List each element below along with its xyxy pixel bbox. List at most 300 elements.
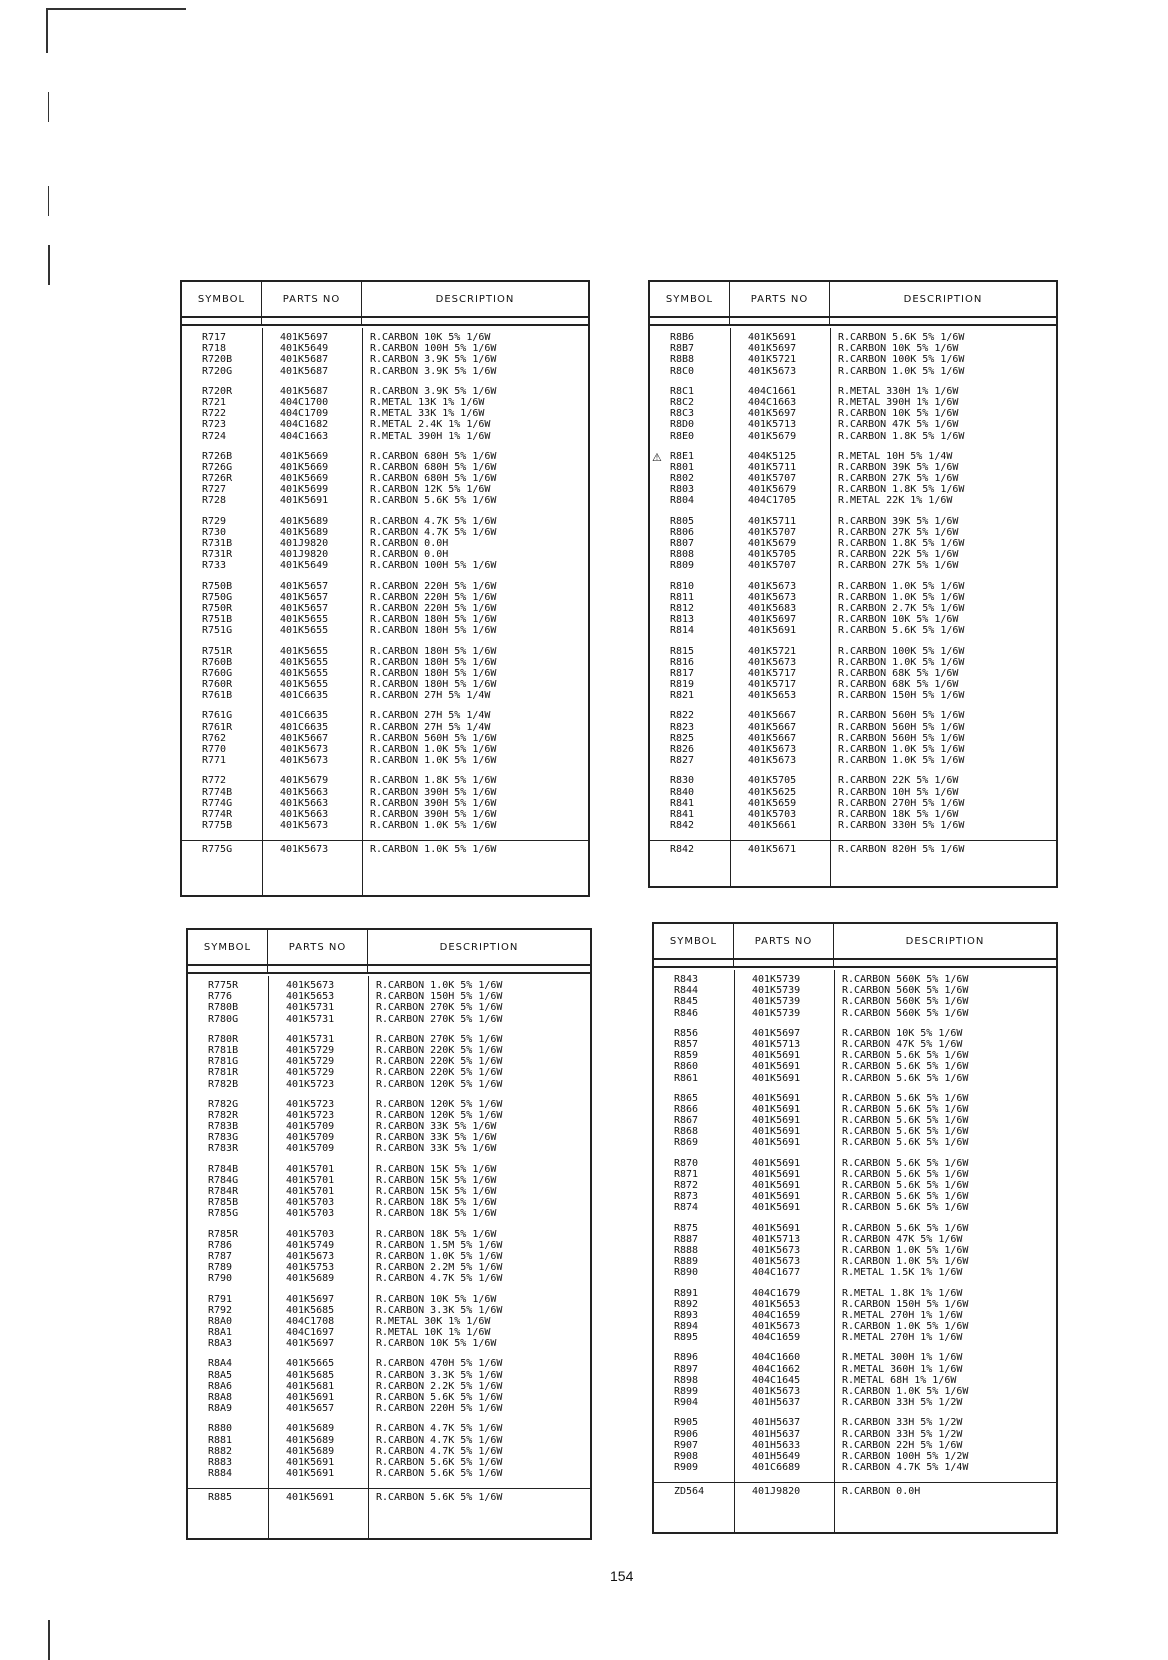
parts-no-cell: 401K5739: [752, 974, 801, 985]
description-cell: R.CARBON 5.6K 5% 1/6W: [842, 1126, 969, 1138]
description-cell: R.CARBON 12K 5% 1/6W: [370, 484, 491, 496]
description-cell: R.CARBON 33K 5% 1/6W: [376, 1143, 497, 1155]
description-cell: R.CARBON 560H 5% 1/6W: [838, 710, 965, 722]
table-row: [182, 386, 588, 397]
parts-no-cell: 401K5731: [286, 1033, 335, 1045]
parts-no-cell: 401K5691: [752, 1103, 801, 1115]
parts-no-cell: 401K5691: [286, 1468, 335, 1480]
description-cell: R.METAL 360H 1% 1/6W: [842, 1363, 963, 1375]
symbol-cell: R890: [674, 1267, 699, 1279]
table-row: [182, 538, 588, 549]
table-row: [654, 1375, 1056, 1386]
symbol-cell: R866: [674, 1103, 699, 1115]
symbol-cell: R783R: [208, 1143, 239, 1155]
table-row: [188, 1014, 590, 1025]
parts-no-cell: 401K5655: [280, 656, 329, 668]
table-row: [188, 1370, 590, 1381]
symbol-cell: R784B: [208, 1163, 239, 1175]
description-cell: R.CARBON 68K 5% 1/6W: [838, 679, 959, 691]
symbol-cell: R718: [202, 343, 227, 355]
symbol-cell: R880: [208, 1423, 233, 1435]
row-group: [182, 646, 588, 702]
parts-no-cell: 401H5637: [752, 1417, 801, 1429]
parts-no-cell: 401K5753: [286, 1262, 335, 1274]
parts-no-cell: 401H5637: [752, 1397, 801, 1409]
parts-no-cell: 401K5665: [286, 1358, 335, 1370]
table-row: [182, 690, 588, 701]
parts-no-cell: 401K5689: [286, 1423, 335, 1435]
final-row: [182, 840, 588, 858]
table-row: [650, 549, 1056, 560]
symbol-cell: R870: [674, 1157, 699, 1169]
description-cell: R.CARBON 1.8K 5% 1/6W: [370, 775, 497, 787]
symbol-cell: R894: [674, 1321, 699, 1333]
parts-no-cell: 401K5655: [280, 679, 329, 691]
parts-no-cell: 401K5687: [280, 354, 329, 366]
parts-no-cell: 401K5671: [748, 844, 797, 856]
description-cell: R.CARBON 1.0K 5% 1/6W: [838, 656, 965, 668]
parts-no-cell: 401K5667: [748, 721, 797, 733]
description-cell: R.CARBON 5.6K 5% 1/6W: [370, 495, 497, 507]
description-cell: R.CARBON 390H 5% 1/6W: [370, 797, 497, 809]
row-group: [188, 1229, 590, 1285]
description-cell: R.CARBON 560H 5% 1/6W: [838, 721, 965, 733]
column-divider: [268, 976, 269, 1538]
symbol-cell: R8E0: [670, 430, 695, 442]
row-group: [188, 980, 590, 1025]
table-row: [188, 1045, 590, 1056]
table-row: [188, 1121, 590, 1132]
header-spacer: [182, 318, 588, 326]
parts-no-cell: 401J9820: [280, 549, 329, 561]
parts-no-cell: 401K5697: [752, 1027, 801, 1039]
description-cell: R.METAL 30K 1% 1/6W: [376, 1315, 491, 1327]
table-row: [182, 603, 588, 614]
header-symbol: SYMBOL: [654, 924, 734, 958]
symbol-cell: R774R: [202, 808, 233, 820]
table-row: [182, 516, 588, 527]
symbol-cell: R731B: [202, 538, 233, 549]
description-cell: R.METAL 1.8K 1% 1/6W: [842, 1287, 963, 1299]
symbol-cell: R787: [208, 1250, 233, 1262]
table-row: [654, 1158, 1056, 1169]
description-cell: R.CARBON 680H 5% 1/6W: [370, 473, 497, 485]
symbol-cell: R783B: [208, 1121, 239, 1133]
parts-no-cell: 401C6689: [752, 1462, 801, 1474]
table-row: [654, 1039, 1056, 1050]
symbol-cell: R8E1: [670, 450, 695, 462]
parts-no-cell: 401K5673: [752, 1244, 801, 1256]
parts-no-cell: 401K5731: [286, 1013, 335, 1025]
description-cell: R.CARBON 1.0K 5% 1/6W: [842, 1244, 969, 1256]
symbol-cell: R908: [674, 1450, 699, 1462]
scan-edge-left-3: [48, 186, 49, 216]
description-cell: R.CARBON 39K 5% 1/6W: [838, 461, 959, 473]
parts-no-cell: 401K5655: [280, 625, 329, 637]
symbol-cell: R761G: [202, 710, 233, 722]
description-cell: R.CARBON 120K 5% 1/6W: [376, 1098, 503, 1110]
header-symbol: SYMBOL: [182, 282, 262, 316]
description-cell: R.CARBON 680H 5% 1/6W: [370, 450, 497, 462]
description-cell: R.CARBON 220H 5% 1/6W: [370, 602, 497, 614]
table-row: [650, 451, 1056, 462]
description-cell: R.CARBON 5.6K 5% 1/6W: [842, 1202, 969, 1214]
symbol-cell: R783G: [208, 1132, 239, 1144]
symbol-cell: R782G: [208, 1098, 239, 1110]
table-row: [654, 1288, 1056, 1299]
column-divider: [362, 328, 363, 895]
parts-no-cell: 401K5667: [748, 732, 797, 744]
parts-no-cell: 401K5713: [752, 1233, 801, 1245]
description-cell: R.CARBON 2.2K 5% 1/6W: [376, 1380, 503, 1392]
description-cell: R.CARBON 270H 5% 1/6W: [838, 797, 965, 809]
symbol-cell: R785B: [208, 1197, 239, 1209]
symbol-cell: R846: [674, 1007, 699, 1019]
parts-no-cell: 401K5673: [752, 1256, 801, 1268]
description-cell: R.METAL 10H 5% 1/4W: [838, 450, 953, 462]
parts-no-cell: 401K5701: [286, 1186, 335, 1197]
symbol-cell: R785G: [208, 1208, 239, 1220]
parts-no-cell: 401K5687: [280, 365, 329, 377]
table-row: [650, 668, 1056, 679]
parts-no-cell: 401K5691: [752, 1092, 801, 1104]
parts-no-cell: 401K5655: [280, 667, 329, 679]
symbol-cell: R782R: [208, 1109, 239, 1121]
table-row: [654, 1234, 1056, 1245]
parts-no-cell: 401K5717: [748, 679, 797, 691]
description-cell: R.METAL 1.5K 1% 1/6W: [842, 1267, 963, 1279]
table-row: [650, 710, 1056, 721]
symbol-cell: R823: [670, 721, 695, 733]
table-row: [188, 1099, 590, 1110]
table-row: [650, 625, 1056, 636]
symbol-cell: R781R: [208, 1067, 239, 1079]
symbol-cell: R720G: [202, 365, 233, 377]
header-parts-no: PARTS NO: [730, 282, 830, 316]
parts-no-cell: 401K5649: [280, 560, 329, 572]
parts-no-cell: 401K5701: [286, 1163, 335, 1175]
description-cell: R.CARBON 1.0K 5% 1/6W: [370, 844, 497, 856]
table-row: [650, 386, 1056, 397]
symbol-cell: R909: [674, 1462, 699, 1474]
header-spacer: [650, 318, 1056, 326]
description-cell: R.CARBON 27H 5% 1/4W: [370, 721, 491, 733]
symbol-cell: R781G: [208, 1056, 239, 1068]
table-row: [650, 679, 1056, 690]
table-row: [188, 1002, 590, 1013]
description-cell: R.CARBON 1.0K 5% 1/6W: [370, 744, 497, 755]
parts-no-cell: 401K5673: [286, 1250, 335, 1262]
header-spacer: [654, 960, 1056, 968]
table-row: [650, 408, 1056, 419]
parts-no-cell: 401K5691: [752, 1126, 801, 1138]
symbol-cell: R726R: [202, 473, 233, 485]
description-cell: R.METAL 13K 1% 1/6W: [370, 396, 485, 408]
description-cell: R.CARBON 5.6K 5% 1/6W: [376, 1392, 503, 1403]
scan-edge-left-4: [48, 245, 50, 285]
description-cell: R.CARBON 1.0K 5% 1/6W: [838, 580, 965, 592]
description-cell: R.CARBON 4.7K 5% 1/4W: [842, 1462, 969, 1474]
parts-no-cell: 401K5657: [280, 602, 329, 614]
description-cell: R.CARBON 180H 5% 1/6W: [370, 614, 497, 626]
table-row: [654, 1104, 1056, 1115]
parts-no-cell: 401C6635: [280, 721, 329, 733]
parts-no-cell: 401K5739: [752, 1007, 801, 1019]
table-row: [650, 744, 1056, 755]
table-row: [654, 1028, 1056, 1039]
parts-no-cell: 404C1659: [752, 1309, 801, 1321]
parts-no-cell: 404C1705: [748, 495, 797, 507]
parts-no-cell: 401K5721: [748, 645, 797, 657]
table-row: [188, 1056, 590, 1067]
parts-no-cell: 401K5669: [280, 450, 329, 462]
row-group: [650, 386, 1056, 442]
table-row: [188, 1423, 590, 1434]
row-group: [654, 1288, 1056, 1344]
table-row: [188, 1175, 590, 1186]
table-row: [650, 787, 1056, 798]
parts-no-cell: 404C1660: [752, 1352, 801, 1364]
scan-edge-left-2: [48, 92, 49, 122]
description-cell: R.CARBON 22K 5% 1/6W: [838, 549, 959, 561]
description-cell: R.CARBON 3.9K 5% 1/6W: [370, 365, 497, 377]
parts-no-cell: 401J9820: [280, 538, 329, 549]
parts-no-cell: 401K5691: [752, 1137, 801, 1149]
table-row: [188, 1327, 590, 1338]
symbol-cell: R804: [670, 495, 695, 507]
symbol-cell: R774B: [202, 786, 233, 798]
table-row: [654, 1321, 1056, 1332]
table-row: [650, 646, 1056, 657]
description-cell: R.CARBON 27K 5% 1/6W: [838, 473, 959, 485]
symbol-cell: R791: [208, 1293, 233, 1305]
table-row: [650, 354, 1056, 365]
parts-no-cell: 401K5679: [748, 484, 797, 496]
parts-no-cell: 401K5713: [748, 419, 797, 431]
description-cell: R.CARBON 68K 5% 1/6W: [838, 667, 959, 679]
parts-no-cell: 401K5673: [280, 744, 329, 755]
symbol-cell: R887: [674, 1233, 699, 1245]
symbol-cell: R808: [670, 549, 695, 561]
symbol-cell: R801: [670, 461, 695, 473]
table-row: [188, 1490, 590, 1506]
description-cell: R.CARBON 5.6K 5% 1/6W: [838, 625, 965, 637]
description-cell: R.CARBON 10K 5% 1/6W: [842, 1027, 963, 1039]
table-row: [188, 1143, 590, 1154]
table-row: [654, 1256, 1056, 1267]
symbol-cell: R907: [674, 1439, 699, 1451]
description-cell: R.CARBON 47K 5% 1/6W: [842, 1038, 963, 1050]
row-group: [188, 1294, 590, 1350]
description-cell: R.CARBON 5.6K 5% 1/6W: [838, 332, 965, 343]
symbol-cell: R8A1: [208, 1327, 233, 1339]
table-row: [650, 775, 1056, 786]
symbol-cell: R856: [674, 1027, 699, 1039]
table-row: [182, 419, 588, 430]
symbol-cell: R760B: [202, 656, 233, 668]
header-description: DESCRIPTION: [435, 293, 515, 305]
symbol-cell: R898: [674, 1374, 699, 1386]
parts-no-cell: 401K5653: [748, 690, 797, 702]
table-row: [182, 581, 588, 592]
symbol-cell: R897: [674, 1363, 699, 1375]
parts-no-cell: 401K5691: [752, 1050, 801, 1062]
parts-no-cell: 401K5683: [748, 602, 797, 614]
table-row: [188, 1251, 590, 1262]
parts-no-cell: 401K5679: [748, 538, 797, 549]
description-cell: R.CARBON 18K 5% 1/6W: [838, 808, 959, 820]
symbol-cell: R760R: [202, 679, 233, 691]
parts-no-cell: 401K5655: [280, 645, 329, 657]
symbol-cell: R821: [670, 690, 695, 702]
description-cell: R.CARBON 5.6K 5% 1/6W: [376, 1492, 503, 1504]
header-spacer: [188, 966, 590, 974]
table-row: [654, 1397, 1056, 1408]
symbol-cell: R825: [670, 732, 695, 744]
description-cell: R.CARBON 220H 5% 1/6W: [376, 1403, 503, 1415]
symbol-cell: R844: [674, 985, 699, 997]
header-symbol: SYMBOL: [650, 282, 730, 316]
row-group: [188, 1423, 590, 1479]
table-row: [654, 1429, 1056, 1440]
description-cell: R.CARBON 10K 5% 1/6W: [838, 614, 959, 626]
parts-no-cell: 401K5691: [748, 332, 797, 343]
parts-no-cell: 401K5667: [748, 710, 797, 722]
symbol-cell: R8A3: [208, 1338, 233, 1350]
scan-edge-left-1: [46, 8, 48, 53]
symbol-cell: R809: [670, 560, 695, 572]
symbol-cell: R845: [674, 996, 699, 1008]
symbol-cell: R875: [674, 1222, 699, 1234]
table-row: [650, 495, 1056, 506]
symbol-cell: R896: [674, 1352, 699, 1364]
symbol-cell: R811: [670, 591, 695, 603]
parts-no-cell: 401K5723: [286, 1098, 335, 1110]
table-row: [182, 451, 588, 462]
row-group: [182, 332, 588, 377]
row-group: [182, 581, 588, 637]
table-row: [182, 343, 588, 354]
table-row: [650, 527, 1056, 538]
description-cell: R.CARBON 39K 5% 1/6W: [838, 515, 959, 527]
table-row: [654, 1180, 1056, 1191]
description-cell: R.CARBON 15K 5% 1/6W: [376, 1186, 497, 1197]
description-cell: R.CARBON 27H 5% 1/4W: [370, 710, 491, 722]
symbol-cell: R816: [670, 656, 695, 668]
table-body: [654, 968, 1056, 1500]
parts-no-cell: 404C1663: [748, 396, 797, 408]
parts-no-cell: 401K5691: [752, 1061, 801, 1073]
description-cell: R.CARBON 5.6K 5% 1/6W: [842, 1115, 969, 1127]
symbol-cell: R729: [202, 515, 227, 527]
parts-no-cell: 401K5657: [286, 1403, 335, 1415]
description-cell: R.CARBON 1.0K 5% 1/6W: [842, 1386, 969, 1397]
parts-no-cell: 401K5723: [286, 1109, 335, 1121]
table-row: [654, 1169, 1056, 1180]
description-cell: R.CARBON 220K 5% 1/6W: [376, 1067, 503, 1079]
parts-no-cell: 401K5691: [280, 495, 329, 507]
table-row: [188, 1468, 590, 1479]
symbol-cell: R859: [674, 1050, 699, 1062]
table-row: [654, 1061, 1056, 1072]
symbol-cell: R826: [670, 744, 695, 755]
parts-no-cell: 401K5703: [748, 808, 797, 820]
header-description: DESCRIPTION: [439, 941, 519, 953]
row-group: [188, 1164, 590, 1220]
table-row: [188, 1186, 590, 1197]
row-group: [182, 386, 588, 442]
parts-no-cell: 401C6635: [280, 690, 329, 702]
description-cell: R.CARBON 4.7K 5% 1/6W: [376, 1445, 503, 1457]
description-cell: R.CARBON 22K 5% 1/6W: [838, 775, 959, 787]
parts-no-cell: 401K5691: [752, 1222, 801, 1234]
symbol-cell: R810: [670, 580, 695, 592]
description-cell: R.CARBON 560K 5% 1/6W: [842, 1007, 969, 1019]
table-row: [182, 354, 588, 365]
symbol-cell: R8C0: [670, 365, 695, 377]
description-cell: R.CARBON 1.0K 5% 1/6W: [376, 1250, 503, 1262]
symbol-cell: R899: [674, 1386, 699, 1397]
parts-no-cell: 401K5749: [286, 1239, 335, 1251]
description-cell: R.CARBON 10K 5% 1/6W: [376, 1293, 497, 1305]
description-cell: R.METAL 2.4K 1% 1/6W: [370, 419, 491, 431]
parts-no-cell: 401K5711: [748, 515, 797, 527]
symbol-cell: R867: [674, 1115, 699, 1127]
description-cell: R.CARBON 27H 5% 1/4W: [370, 690, 491, 702]
table-row: [654, 974, 1056, 985]
table-row: [654, 1364, 1056, 1375]
symbol-cell: R775B: [202, 820, 233, 832]
symbol-cell: R905: [674, 1417, 699, 1429]
table-header: [650, 282, 1056, 318]
description-cell: R.CARBON 270K 5% 1/6W: [376, 1013, 503, 1025]
parts-no-cell: 401K5711: [748, 461, 797, 473]
parts-no-cell: 401K5655: [280, 614, 329, 626]
parts-no-cell: 404C1708: [286, 1315, 335, 1327]
description-cell: R.CARBON 5.6K 5% 1/6W: [842, 1072, 969, 1084]
row-group: [654, 1223, 1056, 1279]
description-cell: R.CARBON 120K 5% 1/6W: [376, 1078, 503, 1090]
description-cell: R.CARBON 18K 5% 1/6W: [376, 1228, 497, 1240]
table-row: [650, 657, 1056, 668]
description-cell: R.CARBON 10K 5% 1/6W: [838, 343, 959, 355]
description-cell: R.CARBON 5.6K 5% 1/6W: [842, 1168, 969, 1180]
description-cell: R.CARBON 100H 5% 1/6W: [370, 560, 497, 572]
description-cell: R.CARBON 27K 5% 1/6W: [838, 526, 959, 538]
description-cell: R.CARBON 220K 5% 1/6W: [376, 1056, 503, 1068]
description-cell: R.CARBON 2.7K 5% 1/6W: [838, 602, 965, 614]
symbol-cell: R751G: [202, 625, 233, 637]
table-row: [188, 1079, 590, 1090]
row-group: [188, 1358, 590, 1414]
parts-no-cell: 401K5697: [280, 332, 329, 343]
description-cell: R.CARBON 100K 5% 1/6W: [838, 645, 965, 657]
symbol-cell: R720B: [202, 354, 233, 366]
parts-no-cell: 404C1662: [752, 1363, 801, 1375]
table-row: [650, 419, 1056, 430]
symbol-cell: R861: [674, 1072, 699, 1084]
symbol-cell: R893: [674, 1309, 699, 1321]
table-row: [182, 798, 588, 809]
symbol-cell: R806: [670, 526, 695, 538]
table-row: [188, 1305, 590, 1316]
parts-no-cell: 401K5739: [752, 985, 801, 997]
symbol-cell: R751R: [202, 645, 233, 657]
symbol-cell: R784R: [208, 1186, 239, 1197]
table-row: [654, 1267, 1056, 1278]
description-cell: R.CARBON 220H 5% 1/6W: [370, 591, 497, 603]
symbol-cell: R892: [674, 1298, 699, 1310]
